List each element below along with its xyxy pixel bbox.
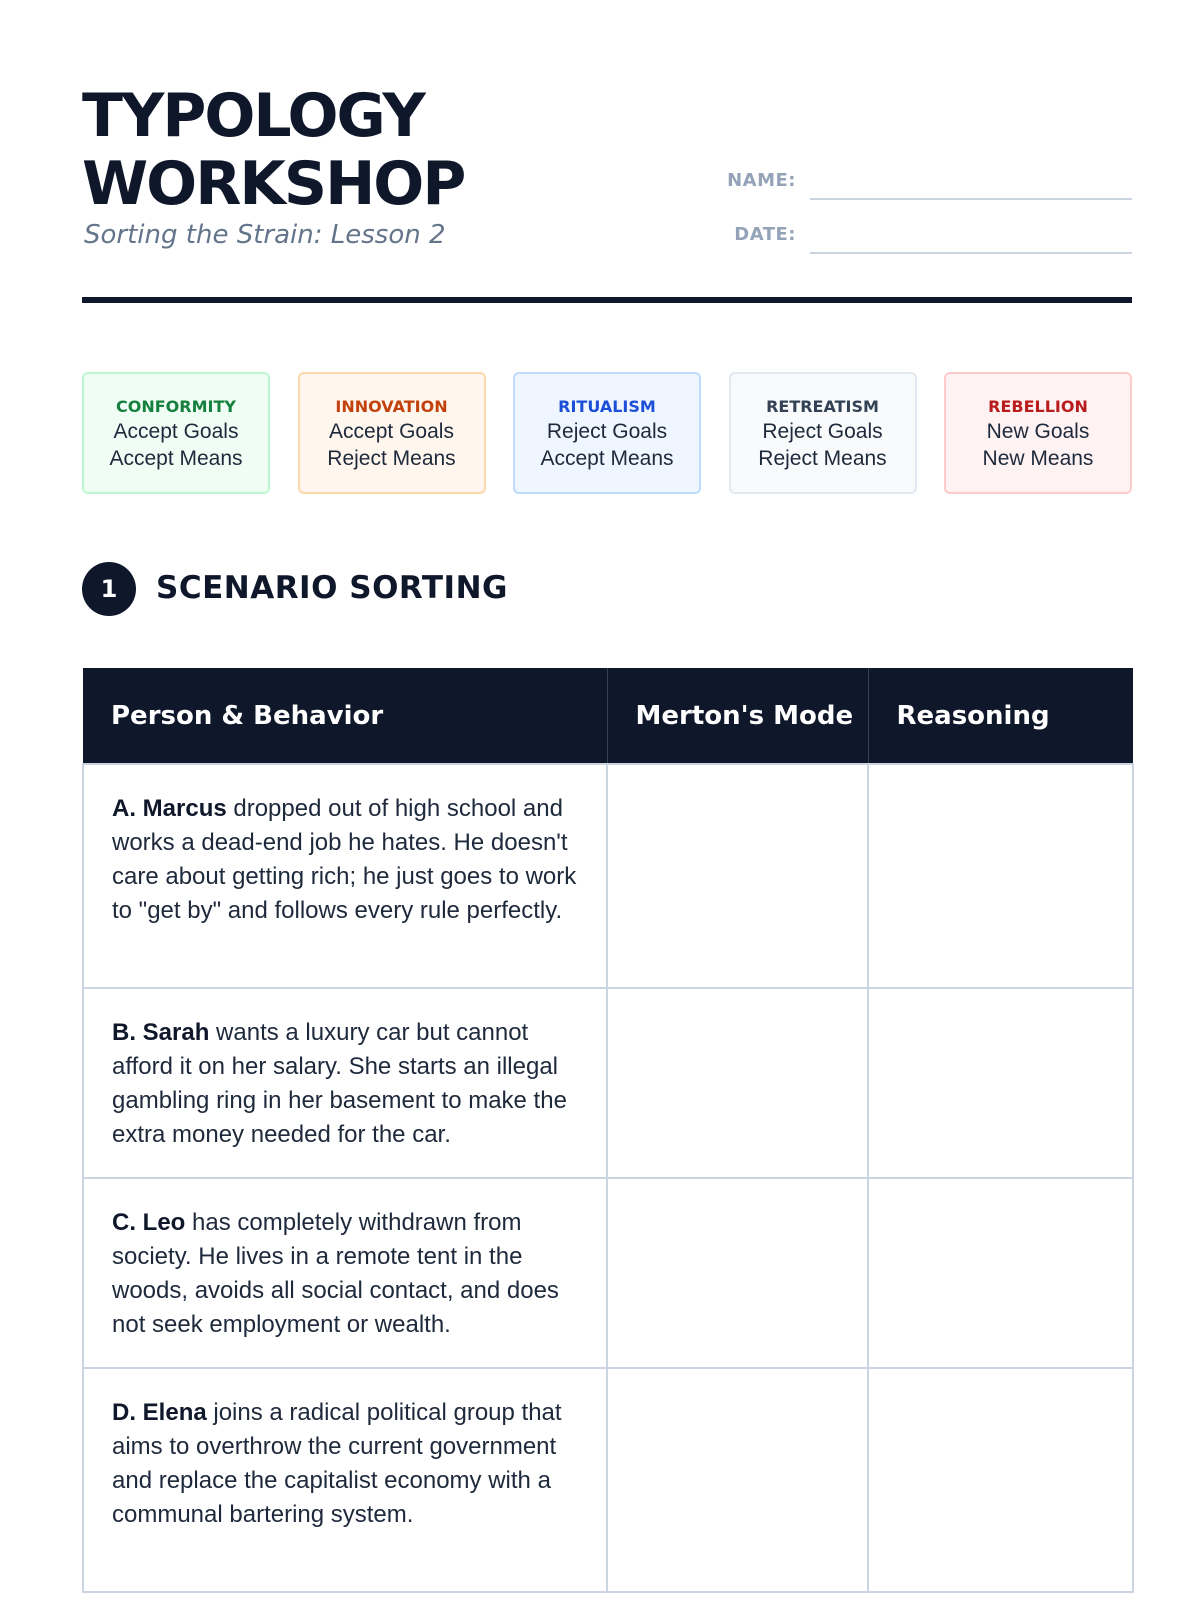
scenario-label: D. Elena (112, 1399, 207, 1426)
mode-means: Accept Means (540, 447, 674, 470)
section-title: SCENARIO SORTING (156, 570, 508, 606)
mode-means: Reject Means (758, 447, 887, 470)
scenario-cell (83, 1368, 607, 1592)
mode-answer-cell[interactable] (607, 764, 868, 988)
mode-name: RITUALISM (558, 397, 656, 416)
scenario-text: wants a luxury car but cannot afford it on her salary. She starts an illegal gambling ring in her basement to make the extra money needed for the car. (112, 1019, 567, 1148)
column-header-mode: Merton's Mode (607, 668, 868, 764)
reasoning-answer-cell[interactable] (868, 764, 1133, 988)
scenario-cell (83, 764, 607, 988)
mode-name: RETREATISM (766, 397, 879, 416)
mode-name: REBELLION (988, 397, 1088, 416)
column-header-person: Person & Behavior (83, 668, 607, 764)
scenario-text: joins a radical political group that aims to overthrow the current government and replace the capitalist economy with a communal bartering system. (112, 1399, 562, 1528)
mode-goals: Accept Goals (113, 420, 239, 443)
section-number-badge: 1 (82, 562, 136, 616)
mode-means: Accept Means (109, 447, 243, 470)
mode-card-retreatism (729, 372, 917, 494)
mode-goals: Accept Goals (329, 420, 454, 443)
name-blank-line (810, 198, 1132, 200)
mode-means: Reject Means (327, 447, 456, 470)
date-field (708, 216, 1132, 256)
scenario-text: dropped out of high school and works a dead-end job he hates. He doesn't care about getting rich; he just goes to work to "get by" and follows every rule perfectly. (112, 795, 577, 924)
table-row (83, 1178, 1133, 1368)
mode-name: INNOVATION (335, 397, 448, 416)
reasoning-answer-cell[interactable] (868, 1368, 1133, 1592)
page-title (82, 82, 464, 218)
title-line-2: WORKSHOP (82, 149, 465, 219)
date-blank-line (810, 252, 1132, 254)
column-header-reasoning: Reasoning (868, 668, 1133, 764)
name-field (708, 162, 1132, 202)
date-label: DATE: (734, 224, 796, 245)
table-header-row (83, 668, 1133, 764)
header-divider (82, 297, 1132, 303)
scenario-cell (83, 1178, 607, 1368)
scenario-description (84, 1369, 606, 1532)
mode-means: New Means (982, 447, 1094, 470)
mode-goals: Reject Goals (762, 420, 883, 443)
worksheet-header (82, 82, 1132, 302)
page-subtitle: Sorting the Strain: Lesson 2 (84, 220, 446, 250)
table-row (83, 1368, 1133, 1592)
mode-answer-cell[interactable] (607, 988, 868, 1178)
scenario-table (82, 668, 1134, 1593)
mode-card-ritualism (513, 372, 701, 494)
scenario-description (84, 1179, 606, 1342)
mode-answer-cell[interactable] (607, 1178, 868, 1368)
scenario-text: has completely withdrawn from society. He lives in a remote tent in the woods, avoids all social contact, and does not seek employment or wealth. (112, 1209, 559, 1338)
mode-goals: New Goals (986, 420, 1090, 443)
section-heading (82, 562, 1132, 616)
scenario-cell (83, 988, 607, 1178)
mode-card-conformity (82, 372, 270, 494)
scenario-label: A. Marcus (112, 795, 227, 822)
reasoning-answer-cell[interactable] (868, 988, 1133, 1178)
mode-goals: Reject Goals (546, 420, 668, 443)
table-row (83, 764, 1133, 988)
mode-name: CONFORMITY (116, 397, 236, 416)
title-line-1: TYPOLOGY (82, 81, 424, 151)
mode-legend (82, 372, 1132, 494)
scenario-description (84, 989, 606, 1152)
scenario-label: C. Leo (112, 1209, 186, 1236)
mode-answer-cell[interactable] (607, 1368, 868, 1592)
table-row (83, 988, 1133, 1178)
reasoning-answer-cell[interactable] (868, 1178, 1133, 1368)
scenario-description (84, 765, 606, 928)
scenario-label: B. Sarah (112, 1019, 210, 1046)
name-label: NAME: (727, 170, 796, 191)
mode-card-innovation (298, 372, 486, 494)
mode-card-rebellion (944, 372, 1132, 494)
